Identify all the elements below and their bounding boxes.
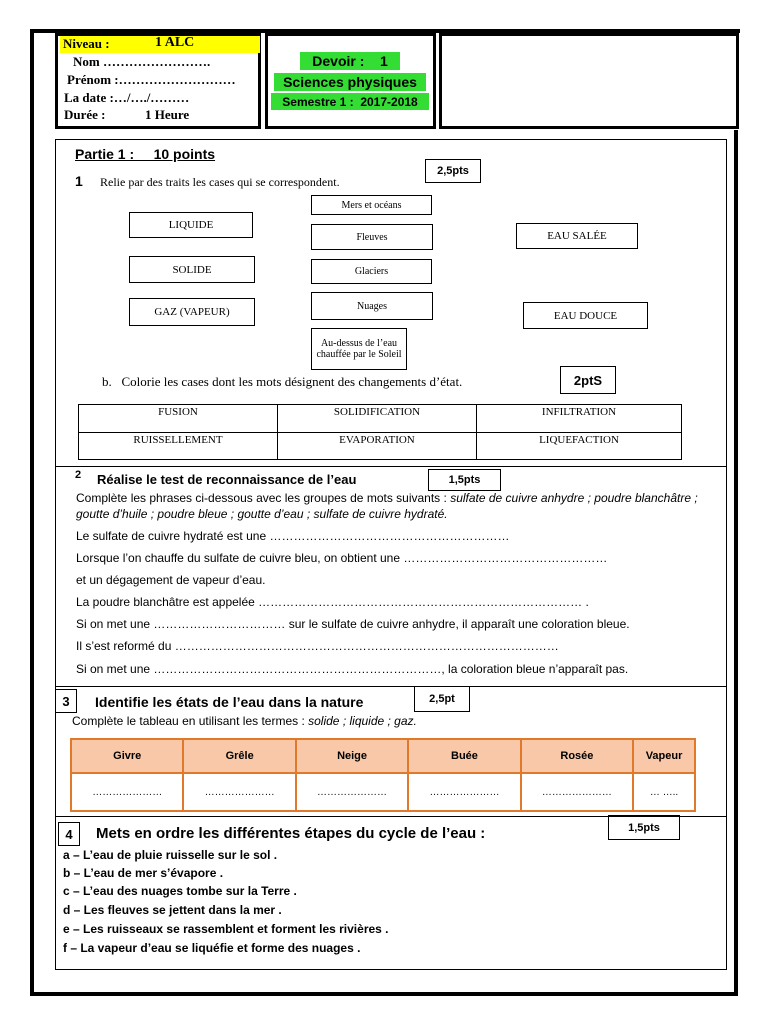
section2-line-5: Si on met une …………………………… sur le sulfate de cuivre anhydre, il apparaît une coloration bleue.	[76, 617, 630, 631]
outer-frame-right	[734, 130, 738, 996]
middle-box-soleil: Au-dessus de l’eau chauffée par le Soleil	[311, 328, 407, 370]
table-header-cell: Vapeur	[633, 739, 695, 773]
table-row	[71, 773, 695, 811]
q1-number: 1	[75, 173, 83, 189]
section3-intro	[72, 714, 417, 728]
subject-title: Sciences physiques	[274, 73, 426, 91]
step-c: c – L’eau des nuages tombe sur la Terre .	[63, 884, 297, 898]
right-box-eau-salee: EAU SALÉE	[516, 223, 638, 249]
table-cell: … …..	[633, 773, 695, 811]
section2-intro	[76, 490, 716, 522]
points-badge-4: 1,5pts	[608, 815, 680, 840]
table-header-cell: Givre	[71, 739, 183, 773]
section3-title: Identifie les états de l’eau dans la nature	[95, 694, 364, 710]
table-header-row	[71, 739, 695, 773]
outer-frame-left	[30, 29, 34, 996]
prenom-field: Prénom :………………………	[67, 72, 236, 87]
step-d: d – Les fleuves se jettent dans la mer .	[63, 903, 282, 917]
middle-box-fleuves: Fleuves	[311, 224, 433, 250]
points-badge-b: 2ptS	[560, 366, 616, 394]
table-cell: …………………	[71, 773, 183, 811]
q1-instruction: Relie par des traits les cases qui se correspondent.	[100, 175, 340, 189]
qb-instruction: b. Colorie les cases dont les mots désignent des changements d’état.	[102, 374, 463, 389]
duree-value: 1 Heure	[145, 107, 190, 122]
table-header-cell: Grêle	[183, 739, 295, 773]
step-e: e – Les ruisseaux se rassemblent et forment les rivières .	[63, 922, 389, 936]
step-f: f – La vapeur d’eau se liquéfie et forme des nuages .	[63, 941, 361, 955]
table-header-cell: Neige	[296, 739, 408, 773]
section2-title: Réalise le test de reconnaissance de l’eau	[97, 472, 357, 487]
right-box-eau-douce: EAU DOUCE	[523, 302, 648, 329]
table-row	[79, 432, 682, 460]
table-cell: INFILTRATION	[476, 405, 681, 433]
table-cell: FUSION	[79, 405, 278, 433]
middle-box-mers: Mers et océans	[311, 195, 432, 215]
section2-line-4: La poudre blanchâtre est appelée ……………………………………………………………………… .	[76, 595, 589, 609]
middle-box-nuages: Nuages	[311, 292, 433, 320]
niveau-label: Niveau :	[63, 36, 110, 51]
nom-field: Nom …………………….	[73, 54, 211, 69]
section2-intro-plain: Complète les phrases ci-dessous avec les groupes de mots suivants :	[76, 491, 451, 505]
section3-divider	[55, 686, 727, 687]
left-box-gaz: GAZ (VAPEUR)	[129, 298, 255, 326]
states-table	[70, 738, 696, 812]
section2-line-2: Lorsque l’on chauffe du sulfate de cuivre bleu, on obtient une ……………………………………………	[76, 551, 608, 565]
section2-line-6: Il s’est reformé du ……………………………………………………………………………………	[76, 639, 559, 653]
points-badge-1: 2,5pts	[425, 159, 481, 183]
table-cell: …………………	[521, 773, 633, 811]
section2-intro-terms: sulfate de cuivre anhydre ; poudre blanchâtre ; goutte d’huile ; poudre bleue ; goutte d’eau ; sulfate de cuivre hydraté.	[76, 491, 698, 521]
section2-number: 2	[75, 469, 82, 481]
middle-box-glaciers: Glaciers	[311, 259, 432, 284]
table-cell: …………………	[183, 773, 295, 811]
niveau-value: 1 ALC	[155, 35, 195, 50]
left-box-liquide: LIQUIDE	[129, 212, 253, 238]
table-header-cell: Rosée	[521, 739, 633, 773]
table-cell: LIQUEFACTION	[476, 432, 681, 460]
section3-intro-plain: Complète le tableau en utilisant les termes :	[72, 714, 309, 728]
points-badge-2: 1,5pts	[428, 469, 501, 491]
changes-table	[78, 404, 682, 460]
section4-title: Mets en ordre les différentes étapes du cycle de l’eau :	[96, 825, 486, 842]
section3-intro-terms: solide ; liquide ; gaz.	[308, 714, 417, 728]
devoir-title: Devoir : 1	[300, 52, 400, 70]
outer-frame-bottom	[30, 992, 738, 996]
date-field: La date :…/…./………	[64, 90, 190, 105]
step-a: a – L’eau de pluie ruisselle sur le sol .	[63, 848, 278, 862]
points-badge-3: 2,5pt	[414, 686, 470, 712]
table-cell: RUISSELLEMENT	[79, 432, 278, 460]
left-box-solide: SOLIDE	[129, 256, 255, 283]
section2-line-3: et un dégagement de vapeur d’eau.	[76, 573, 266, 587]
table-cell: …………………	[408, 773, 520, 811]
table-cell: EVAPORATION	[277, 432, 476, 460]
header-blank-box	[439, 33, 739, 129]
section2-line-7: Si on met une ………………………………………………………………, la coloration bleue n’apparaît pas.	[76, 662, 629, 676]
step-b: b – L’eau de mer s’évapore .	[63, 866, 224, 880]
table-cell: …………………	[296, 773, 408, 811]
semestre-title: Semestre 1 : 2017-2018	[271, 93, 429, 110]
duree-label: Durée :	[64, 107, 106, 122]
table-header-cell: Buée	[408, 739, 520, 773]
section3-number: 3	[55, 689, 77, 713]
table-row	[79, 405, 682, 433]
section2-line-1: Le sulfate de cuivre hydraté est une ……………………………………………………	[76, 529, 510, 543]
table-cell: SOLIDIFICATION	[277, 405, 476, 433]
section4-number: 4	[58, 822, 80, 846]
partie1-title: Partie 1 : 10 points	[75, 146, 216, 162]
